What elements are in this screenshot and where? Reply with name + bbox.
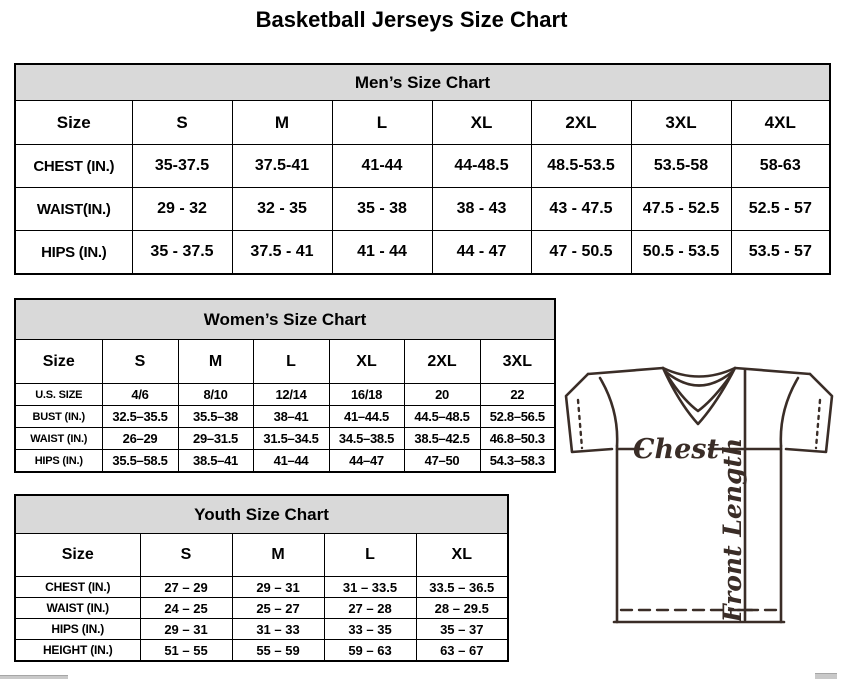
size-value-cell: 38.5–42.5 bbox=[404, 428, 480, 450]
scrollbar-fragment-left[interactable] bbox=[0, 675, 68, 679]
size-value-cell: 46.8–50.3 bbox=[480, 428, 555, 450]
size-value-cell: 52.5 - 57 bbox=[731, 188, 830, 231]
size-value-cell: 50.5 - 53.5 bbox=[631, 231, 731, 275]
size-value-cell: 31 – 33.5 bbox=[324, 577, 416, 598]
size-value-cell: 51 – 55 bbox=[140, 640, 232, 662]
jersey-shoulder-left bbox=[588, 368, 663, 374]
size-value-cell: 63 – 67 bbox=[416, 640, 508, 662]
size-value-cell: 55 – 59 bbox=[232, 640, 324, 662]
row-label: WAIST (IN.) bbox=[15, 428, 102, 450]
chest-measure-label: Chest bbox=[633, 434, 719, 465]
size-value-cell: 37.5-41 bbox=[232, 145, 332, 188]
size-value-cell: 33.5 – 36.5 bbox=[416, 577, 508, 598]
size-value-cell: 34.5–38.5 bbox=[329, 428, 404, 450]
size-value-cell: 29 – 31 bbox=[232, 577, 324, 598]
size-value-cell: 31 – 33 bbox=[232, 619, 324, 640]
size-value-cell: 53.5-58 bbox=[631, 145, 731, 188]
column-header: Size bbox=[15, 340, 102, 384]
size-value-cell: 29–31.5 bbox=[178, 428, 253, 450]
size-value-cell: 24 – 25 bbox=[140, 598, 232, 619]
size-value-cell: 4/6 bbox=[102, 384, 178, 406]
table-row bbox=[15, 231, 830, 275]
size-value-cell: 53.5 - 57 bbox=[731, 231, 830, 275]
table-row bbox=[15, 384, 555, 406]
column-header: L bbox=[253, 340, 329, 384]
size-value-cell: 28 – 29.5 bbox=[416, 598, 508, 619]
table-row bbox=[15, 450, 555, 473]
size-value-cell: 8/10 bbox=[178, 384, 253, 406]
size-value-cell: 58-63 bbox=[731, 145, 830, 188]
size-value-cell: 32.5–35.5 bbox=[102, 406, 178, 428]
size-value-cell: 43 - 47.5 bbox=[531, 188, 631, 231]
table-row bbox=[15, 188, 830, 231]
column-header: 2XL bbox=[531, 101, 631, 145]
row-label: HIPS (IN.) bbox=[15, 231, 132, 275]
size-value-cell: 35 - 38 bbox=[332, 188, 432, 231]
jersey-collar-arc-top bbox=[663, 368, 735, 377]
column-header: S bbox=[132, 101, 232, 145]
jersey-cuff-stitch-left bbox=[578, 400, 582, 448]
size-value-cell: 47–50 bbox=[404, 450, 480, 473]
youth-table-title: Youth Size Chart bbox=[15, 495, 508, 534]
table-row bbox=[15, 598, 508, 619]
scrollbar-fragment-right[interactable] bbox=[815, 673, 837, 679]
size-value-cell: 32 - 35 bbox=[232, 188, 332, 231]
size-value-cell: 37.5 - 41 bbox=[232, 231, 332, 275]
column-header: 2XL bbox=[404, 340, 480, 384]
size-value-cell: 33 – 35 bbox=[324, 619, 416, 640]
row-label: WAIST(IN.) bbox=[15, 188, 132, 231]
table-row bbox=[15, 619, 508, 640]
women-table-title: Women’s Size Chart bbox=[15, 299, 555, 340]
size-value-cell: 25 – 27 bbox=[232, 598, 324, 619]
row-label: CHEST (IN.) bbox=[15, 577, 140, 598]
size-value-cell: 31.5–34.5 bbox=[253, 428, 329, 450]
size-value-cell: 35 – 37 bbox=[416, 619, 508, 640]
size-value-cell: 41-44 bbox=[332, 145, 432, 188]
size-value-cell: 44 - 47 bbox=[432, 231, 531, 275]
size-value-cell: 59 – 63 bbox=[324, 640, 416, 662]
mens-size-chart-table bbox=[14, 63, 831, 275]
jersey-armhole-seam-left bbox=[600, 378, 617, 446]
size-value-cell: 38–41 bbox=[253, 406, 329, 428]
column-header: Size bbox=[15, 101, 132, 145]
row-label: BUST (IN.) bbox=[15, 406, 102, 428]
size-value-cell: 35 - 37.5 bbox=[132, 231, 232, 275]
size-value-cell: 35.5–58.5 bbox=[102, 450, 178, 473]
table-row bbox=[15, 577, 508, 598]
jersey-diagram bbox=[555, 358, 843, 634]
table-row bbox=[15, 640, 508, 662]
size-value-cell: 16/18 bbox=[329, 384, 404, 406]
size-value-cell: 29 – 31 bbox=[140, 619, 232, 640]
size-value-cell: 41–44.5 bbox=[329, 406, 404, 428]
size-value-cell: 29 - 32 bbox=[132, 188, 232, 231]
column-header: XL bbox=[329, 340, 404, 384]
column-header: Size bbox=[15, 534, 140, 577]
row-label: HIPS (IN.) bbox=[15, 450, 102, 473]
column-header: M bbox=[232, 101, 332, 145]
column-header: XL bbox=[432, 101, 531, 145]
column-header: M bbox=[232, 534, 324, 577]
size-value-cell: 47 - 50.5 bbox=[531, 231, 631, 275]
size-value-cell: 47.5 - 52.5 bbox=[631, 188, 731, 231]
table-row bbox=[15, 406, 555, 428]
size-value-cell: 52.8–56.5 bbox=[480, 406, 555, 428]
row-label: HEIGHT (IN.) bbox=[15, 640, 140, 662]
column-header: L bbox=[332, 101, 432, 145]
size-value-cell: 27 – 28 bbox=[324, 598, 416, 619]
size-value-cell: 27 – 29 bbox=[140, 577, 232, 598]
size-value-cell: 41–44 bbox=[253, 450, 329, 473]
size-value-cell: 41 - 44 bbox=[332, 231, 432, 275]
row-label: HIPS (IN.) bbox=[15, 619, 140, 640]
page-title: Basketball Jerseys Size Chart bbox=[255, 7, 568, 32]
size-value-cell: 54.3–58.3 bbox=[480, 450, 555, 473]
size-value-cell: 12/14 bbox=[253, 384, 329, 406]
table-row bbox=[15, 428, 555, 450]
size-value-cell: 38 - 43 bbox=[432, 188, 531, 231]
jersey-armhole-seam-right bbox=[781, 378, 798, 446]
column-header: 3XL bbox=[631, 101, 731, 145]
size-value-cell: 48.5-53.5 bbox=[531, 145, 631, 188]
youth-size-chart-table bbox=[14, 494, 509, 662]
column-header: 3XL bbox=[480, 340, 555, 384]
column-header: S bbox=[102, 340, 178, 384]
size-value-cell: 22 bbox=[480, 384, 555, 406]
row-label: WAIST (IN.) bbox=[15, 598, 140, 619]
size-value-cell: 20 bbox=[404, 384, 480, 406]
size-value-cell: 35.5–38 bbox=[178, 406, 253, 428]
column-header: S bbox=[140, 534, 232, 577]
column-header: 4XL bbox=[731, 101, 830, 145]
size-value-cell: 35-37.5 bbox=[132, 145, 232, 188]
column-header: M bbox=[178, 340, 253, 384]
men-table-title: Men’s Size Chart bbox=[15, 64, 830, 101]
front-length-measure-label: Front Length bbox=[718, 437, 747, 623]
jersey-cuff-stitch-right bbox=[816, 400, 820, 448]
column-header: XL bbox=[416, 534, 508, 577]
column-header: L bbox=[324, 534, 416, 577]
row-label: U.S. SIZE bbox=[15, 384, 102, 406]
size-value-cell: 26–29 bbox=[102, 428, 178, 450]
size-value-cell: 44–47 bbox=[329, 450, 404, 473]
row-label: CHEST (IN.) bbox=[15, 145, 132, 188]
size-value-cell: 38.5–41 bbox=[178, 450, 253, 473]
size-value-cell: 44-48.5 bbox=[432, 145, 531, 188]
womens-size-chart-table bbox=[14, 298, 556, 473]
size-value-cell: 44.5–48.5 bbox=[404, 406, 480, 428]
table-row bbox=[15, 145, 830, 188]
